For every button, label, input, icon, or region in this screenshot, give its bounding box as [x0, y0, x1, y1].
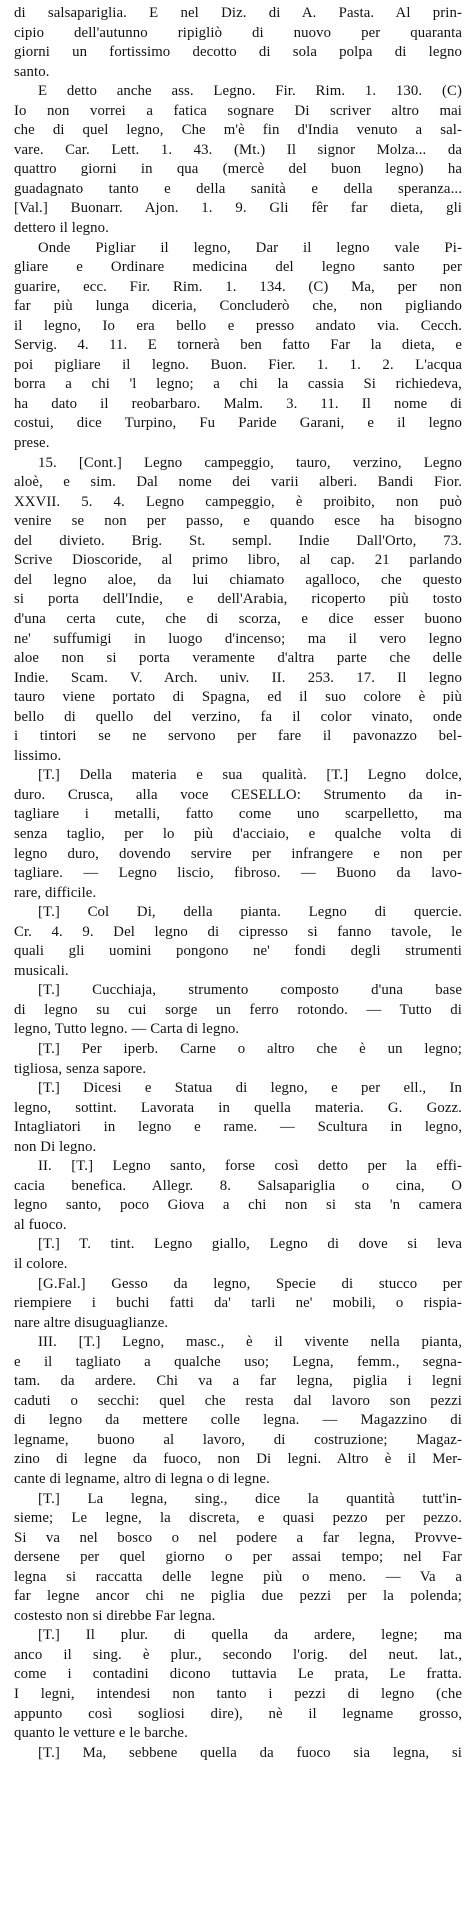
text-line: ne' suffumigi in luogo d'incenso; ma il vero legno: [14, 630, 462, 647]
text-line: Io non vorrei a fatica sognare Di scriver altro mai: [14, 102, 462, 119]
text-line: [T.] Il plur. di quella da ardere, legne; ma: [38, 1627, 462, 1644]
text-line: il legno, Io era bello e presso andato via. Cecch.: [14, 317, 462, 334]
text-line: tigliosa, senza sapore.: [14, 1060, 147, 1077]
text-line: legno santo, poco Giova a chi non si sta 'n camera: [14, 1197, 462, 1214]
text-line: gliare e Ordinare medicina del legno santo per: [14, 259, 462, 276]
text-line: nare altre disuguaglianze.: [14, 1314, 169, 1331]
text-line: giorni un fortissimo decotto di sola polpa di legno: [14, 44, 462, 61]
text-line: 15. [Cont.] Legno campeggio, tauro, verzino, Legno: [38, 454, 462, 471]
text-line: rare, difficile.: [14, 884, 97, 901]
text-line: caduti o secchi: quel che resta dal lavoro son pezzi: [14, 1392, 462, 1409]
text-line: dersene per quel giorno o per assai tempo; nel Far: [14, 1549, 462, 1566]
text-line: [G.Fal.] Gesso da legno, Specie di stucco per: [38, 1275, 462, 1292]
text-line: [Val.] Buonarr. Ajon. 1. 9. Gli fêr far dieta, gli: [14, 200, 462, 217]
text-line: cante di legname, altro di legna o di legne.: [14, 1471, 270, 1488]
text-line: [T.] Della materia e sua qualità. [T.] Legno dolce,: [38, 767, 462, 784]
text-line: vare. Car. Lett. 1. 43. (Mt.) Il signor Molza... da: [14, 141, 462, 158]
text-line: II. [T.] Legno santo, forse così detto per la effi-: [38, 1158, 462, 1175]
text-line: tagliare i metalli, fatto come uno scarpelletto, ma: [14, 806, 462, 823]
text-line: al fuoco.: [14, 1216, 67, 1233]
text-line: tam. da ardere. Chi va a far legna, piglia i legni: [14, 1373, 462, 1390]
text-line: Intagliatori in legno e rame. — Scultura in legno,: [14, 1119, 462, 1136]
text-line: riempiere i buchi fatti da' tarli ne' mobili, o rispia-: [14, 1295, 462, 1312]
text-line: Indie. Scam. V. Arch. univ. II. 253. 17. Il legno: [14, 669, 462, 686]
text-line: legna si raccatta delle legne più o meno. — Va a: [14, 1568, 462, 1585]
text-line: guarire, ecc. Fir. Rim. 1. 134. (C) Ma, per non: [14, 278, 462, 295]
text-line: di legno da mettere colle legna. — Magazzino di: [14, 1412, 462, 1429]
text-line: del legno aloe, da lui chiamato agalloco, che questo: [14, 571, 462, 588]
text-line: costui, dice Turpino, Fu Paride Garani, e il legno: [14, 415, 462, 432]
text-line: tagliare. — Legno liscio, fibroso. — Buono da lavo-: [14, 865, 462, 882]
text-line: dettero il legno.: [14, 220, 109, 237]
text-line: ha dato il reobarbaro. Malm. 3. 11. Il nome di: [14, 395, 462, 412]
text-line: far legne ancor chi ne piglia due pezzi per la polenda;: [14, 1588, 462, 1605]
text-line: Onde Pigliar il legno, Dar il legno vale Pi-: [38, 239, 462, 256]
text-line: duro. Crusca, alla voce CESELLO: Strumento da in-: [14, 786, 462, 803]
text-line: [T.] La legna, sing., dice la quantità tutt'in-: [38, 1490, 462, 1507]
text-line: XXVII. 5. 4. Legno campeggio, è proibito, non può: [14, 493, 462, 510]
text-line: come i contadini dicono tuttavia Le prata, Le fratta.: [14, 1666, 462, 1683]
text-line: bello di quello del verzino, fa il color vinato, onde: [14, 708, 462, 725]
text-line: quattro giorni in qua (mercè del buon legno) ha: [14, 161, 462, 178]
text-line: [T.] Col Di, della pianta. Legno di quercie.: [38, 904, 462, 921]
text-line: lissimo.: [14, 747, 62, 764]
text-line: aloè, e sim. Dal nome dei varii alberi. Bandi Fior.: [14, 474, 462, 491]
text-line: costesto non si direbbe Far legna.: [14, 1607, 216, 1624]
text-line: Si va nel bosco o nel podere a far legna, Provve-: [14, 1529, 462, 1546]
text-line: zino di legne da fuoco, non Di legni. Altro è il Mer-: [14, 1451, 462, 1468]
text-line: sieme; Le legne, la discreta, e quasi pezzo per pezzo.: [14, 1510, 462, 1527]
text-line: I legni, intendesi non tanto i pezzi di legno (che: [14, 1686, 462, 1703]
text-line: quali gli uomini pongono ne' fondi degli strumenti: [14, 943, 462, 960]
text-line: quanto le vetture e le barche.: [14, 1725, 188, 1742]
text-line: di salsapariglia. E nel Diz. di A. Pasta. Al prin-: [14, 5, 462, 21]
text-line: prese.: [14, 435, 50, 452]
text-line: III. [T.] Legno, masc., è il vivente nella pianta,: [38, 1334, 462, 1351]
text-line: [T.] Per iperb. Carne o altro che è un legno;: [38, 1040, 462, 1057]
text-line: di legno su cui sorge un ferro rotondo. — Tutto di: [14, 1001, 462, 1018]
text-line: non Di legno.: [14, 1138, 97, 1155]
text-line: anco il sing. è plur., secondo l'orig. del neut. lat.,: [14, 1646, 462, 1663]
text-line: [T.] Dicesi e Statua di legno, e per ell., In: [38, 1080, 462, 1097]
text-line: appunto così sogliosi dire), nè il legname grosso,: [14, 1705, 462, 1722]
text-line: santo.: [14, 63, 50, 80]
text-line: far più lunga diceria, Concluderò che, non pigliando: [14, 298, 462, 315]
text-line: i tintori se ne servono per fare il pavonazzo bel-: [14, 728, 462, 745]
text-line: poi pigliare il legno. Buon. Fier. 1. 1. 2. L'acqua: [14, 356, 462, 373]
text-line: Cr. 4. 9. Del legno di cipresso si fanno tavole, le: [14, 923, 462, 940]
text-line: tauro viene portato di Spagna, ed il suo colore è più: [14, 689, 462, 706]
text-line: [T.] Ma, sebbene quella da fuoco sia legna, si: [38, 1744, 462, 1761]
text-line: che di quel legno, Che m'è fin d'India venuto a sal-: [14, 122, 462, 139]
text-line: cacia benefica. Allegr. 8. Salsapariglia o cina, O: [14, 1177, 462, 1194]
text-line: musicali.: [14, 962, 69, 979]
text-line: venire se non per passo, e quando esce ha bisogno: [14, 513, 462, 530]
text-line: Scrive Dioscoride, al primo libro, al cap. 21 parlando: [14, 552, 462, 569]
text-line: Servig. 4. 11. E tornerà ben fatto Far la dieta, e: [14, 337, 462, 354]
text-line: d'una certa cute, che di scorza, e dice esser buono: [14, 610, 462, 627]
text-line: legno duro, dovendo servire per infrangere e non per: [14, 845, 462, 862]
text-line: cipio dell'autunno ripigliò di nuovo per quaranta: [14, 24, 462, 41]
text-line: guadagnato tanto e della sanità e della speranza...: [14, 180, 462, 197]
text-line: E detto anche ass. Legno. Fir. Rim. 1. 130. (C): [38, 83, 462, 100]
text-line: legname, buono al lavoro, di costruzione; Magaz-: [14, 1431, 462, 1448]
text-line: del divieto. Brig. St. sempl. Indie Dall'Orto, 73.: [14, 532, 462, 549]
text-line: [T.] T. tint. Legno giallo, Legno di dove si leva: [38, 1236, 462, 1253]
text-line: e il tagliato a qualche uso; Legna, femm., segna-: [14, 1353, 462, 1370]
text-line: borra a chi 'l legno; a chi la cassia Si richiedeva,: [14, 376, 462, 393]
text-line: legno, Tutto legno. — Carta di legno.: [14, 1021, 240, 1038]
text-line: [T.] Cucchiaja, strumento composto d'una base: [38, 982, 462, 999]
text-line: si porta dell'Indie, e dell'Arabia, ricoperto più tosto: [14, 591, 462, 608]
text-line: senza taglio, per lo più d'acciaio, e qualche volta di: [14, 825, 462, 842]
text-line: legno, sottint. Lavorata in quella materia. G. Gozz.: [14, 1099, 462, 1116]
text-line: aloe non si porta veramente d'altra parte che delle: [14, 650, 462, 667]
text-line: il colore.: [14, 1256, 68, 1272]
